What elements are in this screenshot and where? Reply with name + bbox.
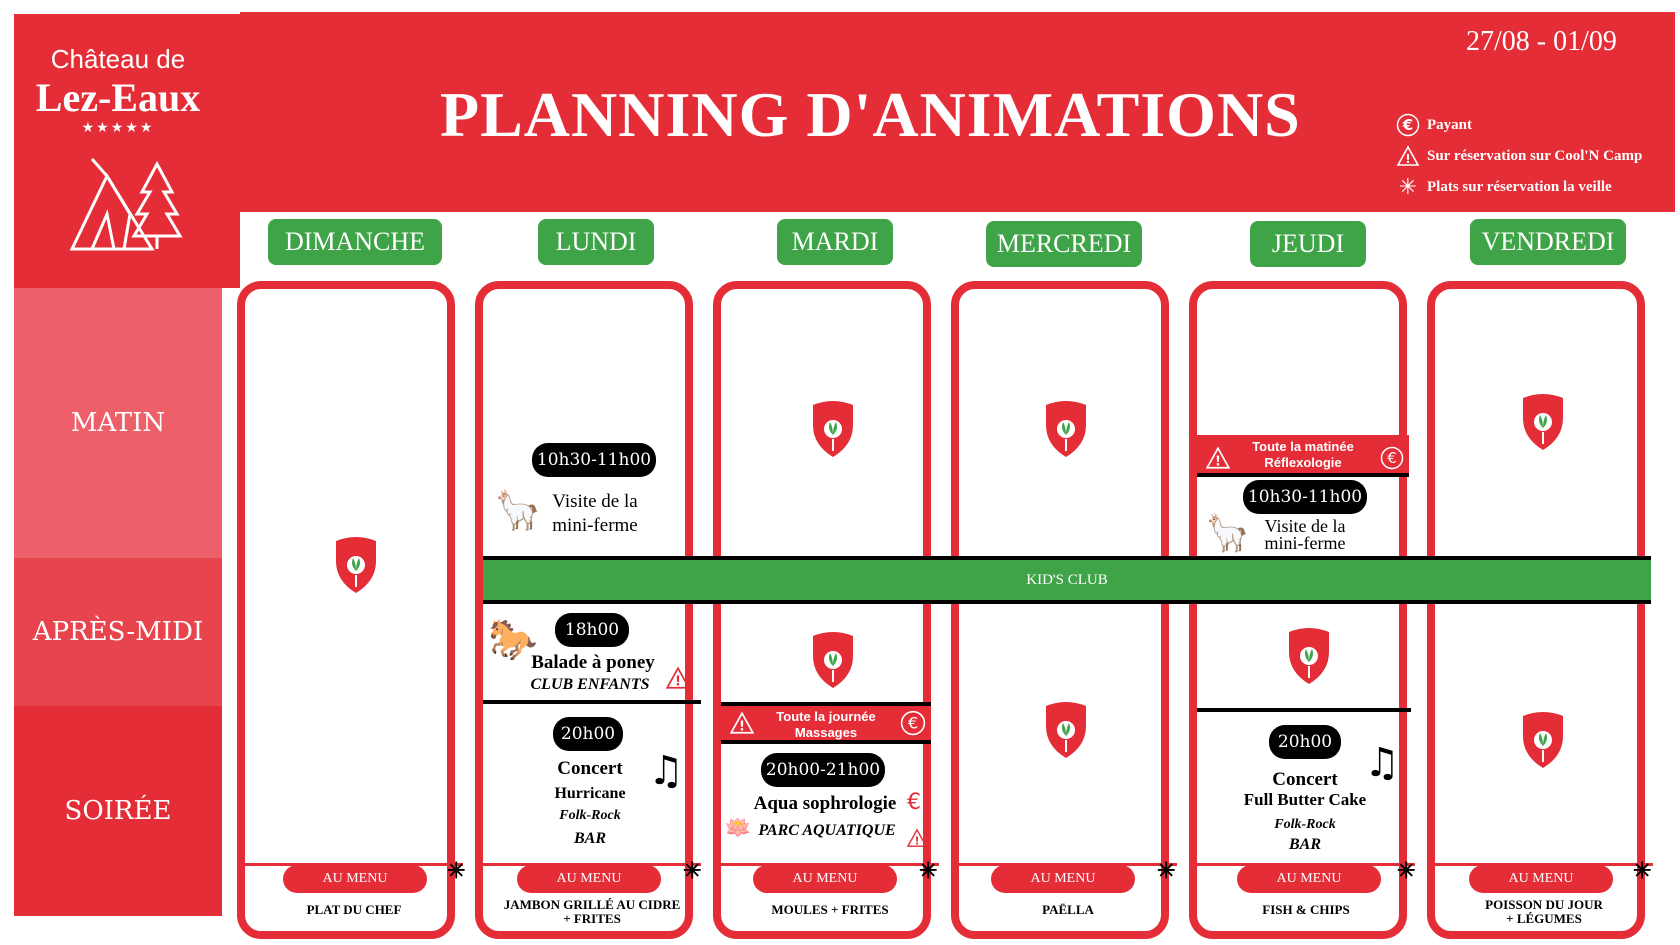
menu-dish	[488, 898, 696, 926]
asterisk-icon: ✳	[919, 858, 938, 884]
warning-icon	[729, 711, 755, 735]
activity-title: Balade à poney	[531, 652, 655, 673]
shield-logo-icon	[1520, 390, 1566, 452]
legend-item-reservation	[1395, 143, 1642, 169]
menu-dish	[1440, 898, 1648, 926]
activity-title: Concert	[557, 758, 623, 779]
asterisk-icon: ✳	[1157, 858, 1176, 884]
legend-label-reservation: Sur réservation sur Cool'N Camp	[1427, 147, 1643, 164]
brand-block	[14, 14, 240, 288]
time-pill: 10h30-11h00	[532, 443, 656, 477]
menu-pill: AU MENU	[1469, 865, 1613, 893]
legend-label-payant: Payant	[1427, 116, 1472, 133]
time-pill: 20h00-21h00	[761, 753, 885, 787]
svg-text:€: €	[1402, 116, 1414, 134]
shield-logo-icon	[810, 628, 856, 690]
brand-line1: Château de	[50, 44, 186, 74]
day-mardi: MARDI	[777, 219, 893, 265]
shield-logo-icon	[333, 533, 379, 595]
day-mercredi: MERCREDI	[986, 221, 1142, 267]
column-mercredi	[951, 281, 1169, 939]
svg-text:!: !	[1405, 152, 1411, 166]
banner-line: Massages	[794, 725, 858, 740]
activity-title: Concert	[1272, 769, 1338, 790]
legend-item-veille	[1395, 174, 1612, 200]
period-apres-midi	[14, 558, 222, 706]
time-pill: 20h00	[1269, 725, 1341, 759]
activity-title: Aqua sophrologie	[753, 793, 897, 814]
period-label-apres-midi: APRÈS-MIDI	[32, 617, 204, 647]
svg-text:!: !	[675, 674, 681, 690]
svg-text:€: €	[907, 713, 919, 733]
time-pill: 18h00	[555, 613, 629, 647]
warning-icon	[665, 666, 691, 690]
warning-icon	[1395, 143, 1421, 169]
warning-icon	[906, 828, 928, 848]
euro-icon	[900, 710, 926, 736]
asterisk-icon: ✳	[683, 858, 702, 884]
day-vendredi: VENDREDI	[1470, 219, 1626, 265]
page-title: PLANNING D'ANIMATIONS	[440, 79, 1301, 150]
menu-dish-line: POISSON DU JOUR	[1485, 897, 1603, 912]
period-matin	[14, 288, 222, 558]
warning-icon	[1205, 446, 1231, 470]
menu-pill: AU MENU	[991, 865, 1135, 893]
menu-pill: AU MENU	[283, 865, 427, 893]
column-vendredi	[1427, 281, 1645, 939]
activity-place: PARC AQUATIQUE	[758, 822, 896, 839]
legend-label-veille: Plats sur réservation la veille	[1427, 178, 1612, 195]
shield-logo-icon	[810, 397, 856, 459]
divider	[1197, 708, 1411, 712]
activity-title	[1245, 518, 1365, 552]
music-note-icon: ♫	[1364, 740, 1400, 786]
day-dimanche: DIMANCHE	[268, 219, 442, 265]
menu-dish-line: + FRITES	[563, 911, 621, 926]
day-jeudi: JEUDI	[1250, 221, 1366, 267]
asterisk-icon: ✳	[1397, 858, 1416, 884]
menu-dish-line: JAMBON GRILLÉ AU CIDRE	[503, 897, 681, 912]
activity-line: Visite de la	[1264, 516, 1346, 536]
time-pill: 10h30-11h00	[1243, 480, 1367, 514]
asterisk-icon: ✳	[1398, 174, 1418, 200]
shield-logo-icon	[1043, 698, 1089, 760]
menu-pill: AU MENU	[753, 865, 897, 893]
period-label-matin: MATIN	[70, 408, 166, 438]
brand-name: Lez-Eaux	[35, 75, 201, 120]
svg-text:!: !	[1215, 454, 1221, 470]
shield-logo-icon	[1286, 624, 1332, 686]
column-dimanche	[237, 281, 455, 939]
activity-band: Full Butter Cake	[1243, 790, 1367, 809]
activity-place: BAR	[1288, 836, 1321, 853]
activity-line: Visite de la	[552, 491, 638, 512]
menu-dish: MOULES + FRITES	[771, 902, 889, 917]
shield-logo-icon	[1520, 708, 1566, 770]
shield-logo-icon	[1043, 397, 1089, 459]
svg-text:!: !	[914, 834, 920, 848]
activity-genre: Folk-Rock	[559, 808, 621, 823]
menu-dish-line: + LÉGUMES	[1506, 911, 1582, 926]
activity-line: mini-ferme	[1264, 533, 1346, 553]
menu-dish: FISH & CHIPS	[1262, 902, 1350, 917]
asterisk-icon: ✳	[447, 858, 466, 884]
menu-pill: AU MENU	[1237, 865, 1381, 893]
menu-pill: AU MENU	[517, 865, 661, 893]
menu-dish: PLAT DU CHEF	[306, 902, 402, 917]
day-lundi: LUNDI	[538, 219, 654, 265]
tent-logo-icon	[52, 154, 192, 254]
kids-club-band: KID'S CLUB	[483, 556, 1651, 604]
svg-text:!: !	[739, 719, 745, 735]
activity-genre: Folk-Rock	[1274, 817, 1336, 832]
date-range: 27/08 - 01/09	[1466, 26, 1617, 57]
legend-item-payant	[1395, 112, 1472, 138]
banner-line: Toute la matinée	[1252, 439, 1354, 454]
svg-text:€: €	[1387, 449, 1397, 467]
asterisk-icon: ✳	[1633, 858, 1652, 884]
activity-title	[535, 490, 655, 538]
brand-stars: ★★★★★	[81, 121, 155, 136]
activity-subtitle: CLUB ENFANTS	[530, 676, 650, 693]
divider	[483, 700, 701, 704]
period-label-soiree: SOIRÉE	[64, 796, 172, 826]
music-note-icon: ♫	[648, 748, 684, 794]
euro-icon	[1380, 446, 1404, 470]
menu-dish: PAËLLA	[1042, 902, 1094, 917]
activity-line: mini-ferme	[552, 515, 638, 536]
activity-band: Hurricane	[554, 785, 626, 802]
banner-line: Toute la journée	[776, 709, 876, 724]
alpaca-icon: 🦙	[1205, 513, 1250, 554]
period-soiree	[14, 706, 222, 916]
euro-icon	[1395, 112, 1421, 138]
banner-line: Réflexologie	[1264, 455, 1342, 470]
time-pill: 20h00	[553, 717, 623, 751]
lotus-icon: 🪷	[724, 816, 752, 841]
activity-place: BAR	[573, 830, 606, 847]
euro-icon: €	[907, 790, 921, 815]
horse-icon: 🐎	[488, 617, 538, 663]
alpaca-icon: 🦙	[494, 488, 542, 532]
